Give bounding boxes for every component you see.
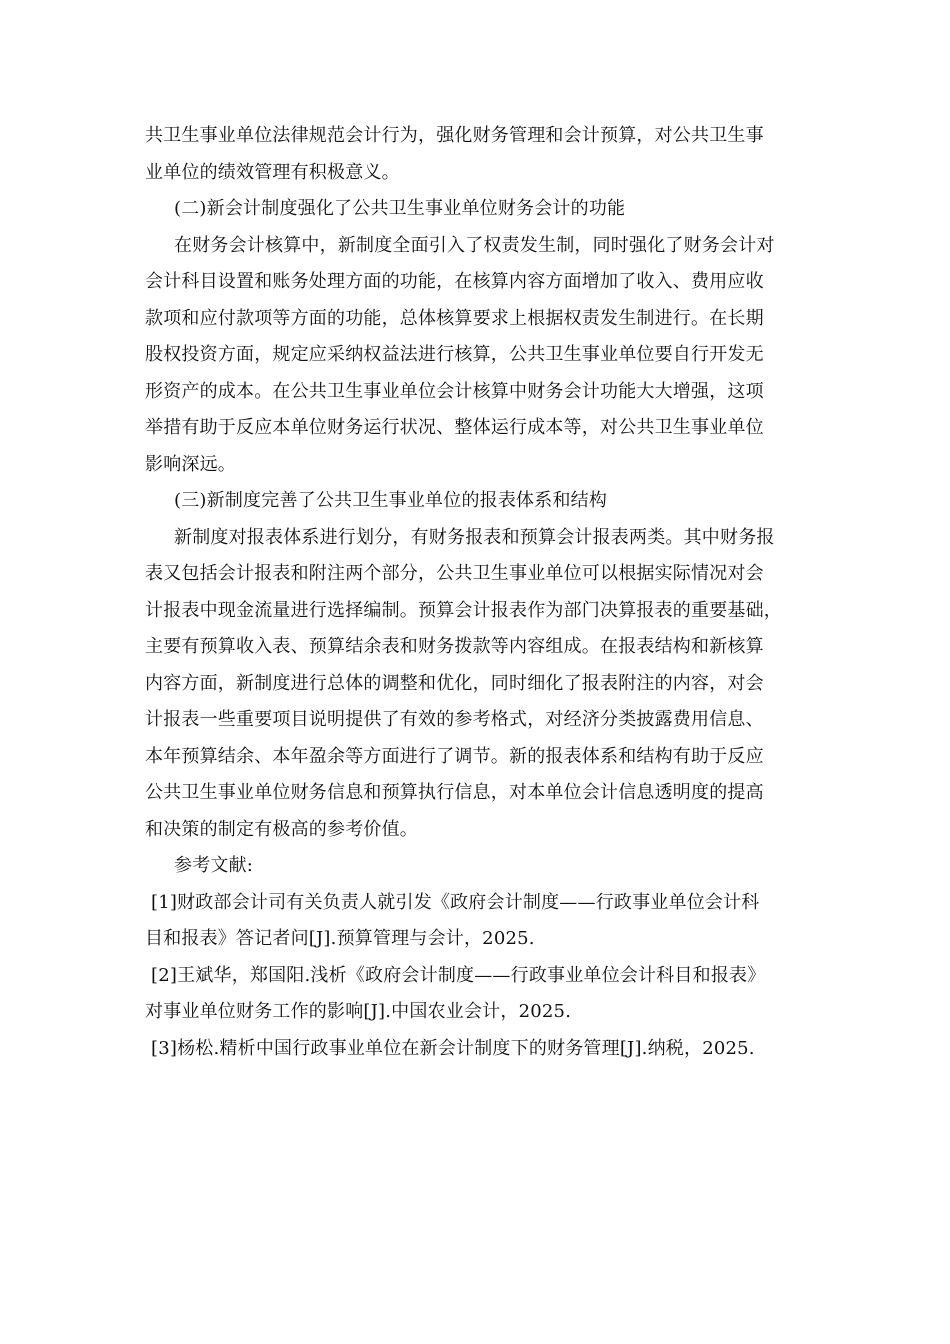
text-line: 内容方面，新制度进行总体的调整和优化，同时细化了报表附注的内容，对会 xyxy=(145,672,764,694)
text-line: 影响深远。 xyxy=(145,453,236,475)
text-line: (三)新制度完善了公共卫生事业单位的报表体系和结构 xyxy=(174,490,608,511)
text-line: 新制度对报表体系进行划分，有财务报表和预算会计报表两类。其中财务报 xyxy=(174,526,775,548)
text-line: 会计科目设置和账务处理方面的功能，在核算内容方面增加了收入、费用应收 xyxy=(145,271,764,292)
reference-line: [1]财政部会计司有关负责人就引发《政府会计制度——行政事业单位会计科 xyxy=(151,891,760,913)
text-line: 形资产的成本。在公共卫生事业单位会计核算中财务会计功能大大增强，这项 xyxy=(145,380,764,402)
reference-line: [3]杨松.精析中国行政事业单位在新会计制度下的财务管理[J].纳税，2025. xyxy=(151,1037,755,1059)
document-page xyxy=(145,118,805,1067)
text-line: 款项和应付款项等方面的功能，总体核算要求上根据权责发生制进行。在长期 xyxy=(145,307,764,329)
text-line: 举措有助于反应本单位财务运行状况、整体运行成本等，对公共卫生事业单位 xyxy=(145,417,764,438)
text-line: 本年预算结余、本年盈余等方面进行了调节。新的报表体系和结构有助于反应 xyxy=(145,745,764,767)
text-line: 业单位的绩效管理有积极意义。 xyxy=(145,161,400,183)
text-line: 在财务会计核算中，新制度全面引入了权责发生制，同时强化了财务会计对 xyxy=(174,234,775,256)
text-line: 共卫生事业单位法律规范会计行为，强化财务管理和会计预算，对公共卫生事 xyxy=(145,125,764,146)
text-line: (二)新会计制度强化了公共卫生事业单位财务会计的功能 xyxy=(174,198,626,219)
text-line: 表又包括会计报表和附注两个部分，公共卫生事业单位可以根据实际情况对会 xyxy=(145,563,764,584)
text-line: 参考文献: xyxy=(174,855,254,876)
text-line: 计报表中现金流量进行选择编制。预算会计报表作为部门决算报表的重要基础， xyxy=(145,599,782,621)
text-line: 股权投资方面，规定应采纳权益法进行核算，公共卫生事业单位要自行开发无 xyxy=(145,344,764,365)
text-line: 主要有预算收入表、预算结余表和财务拨款等内容组成。在报表结构和新核算 xyxy=(145,636,764,657)
text-line: 目和报表》答记者问[J].预算管理与会计，2025. xyxy=(145,928,535,949)
text-line: 对事业单位财务工作的影响[J].中国农业会计，2025. xyxy=(145,1001,572,1022)
text-line: 公共卫生事业单位财务信息和预算执行信息，对本单位会计信息透明度的提高 xyxy=(145,782,764,803)
text-line: 和决策的制定有极高的参考价值。 xyxy=(145,818,418,840)
reference-line: [2]王斌华，郑国阳.浅析《政府会计制度——行政事业单位会计科目和报表》 xyxy=(151,964,766,986)
text-line: 计报表一些重要项目说明提供了有效的参考格式，对经济分类披露费用信息、 xyxy=(145,709,764,730)
